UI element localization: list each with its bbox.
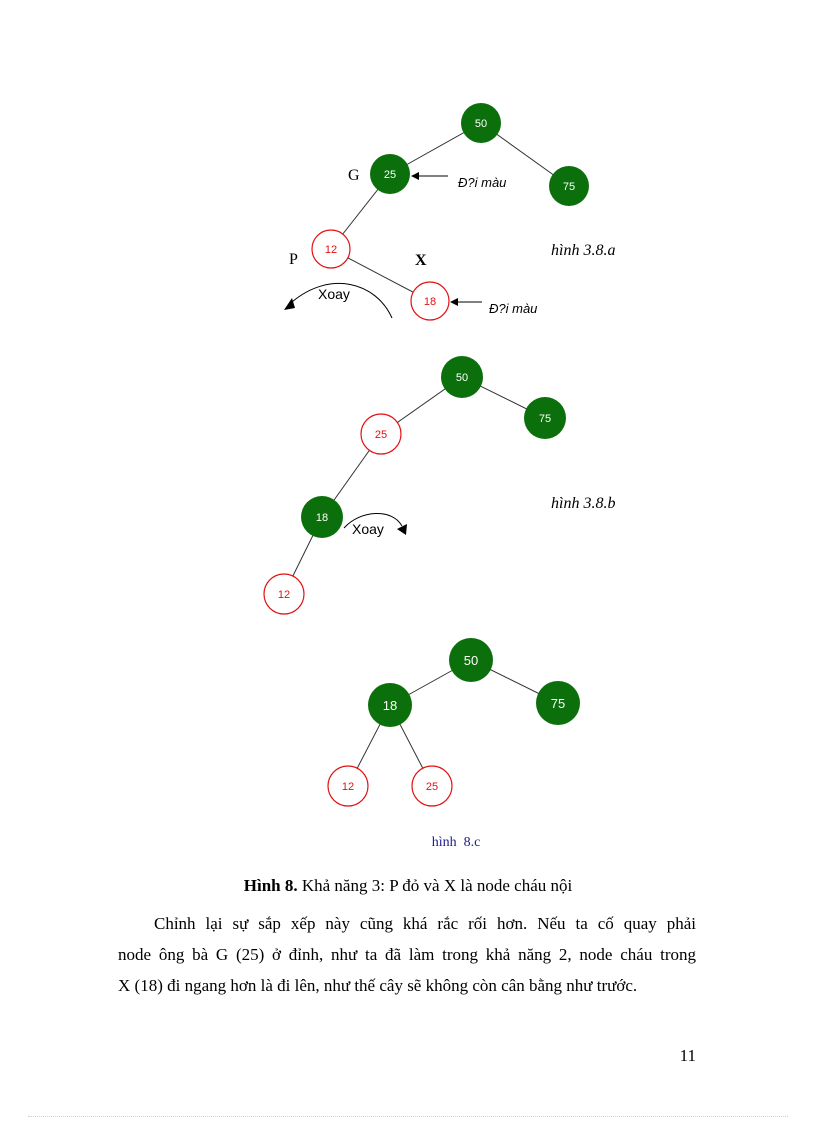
rotate-label-b: Xoay: [352, 521, 384, 537]
node-50: [461, 103, 501, 143]
svg-text:50: 50: [455, 372, 469, 384]
svg-text:25: 25: [425, 781, 439, 793]
caption-figure-3-8-a: hình 3.8.a: [551, 242, 616, 259]
label-g: G: [348, 167, 360, 184]
figure-caption-text: Khả năng 3: P đỏ và X là node cháu nội: [297, 876, 573, 895]
recolor-note-1: Đ?i màu: [458, 175, 507, 190]
svg-text:18: 18: [315, 512, 329, 524]
svg-text:18: 18: [423, 296, 437, 308]
node-18: [301, 496, 343, 538]
node-18: [368, 683, 412, 727]
svg-text:12: 12: [277, 589, 291, 601]
label-p: P: [289, 251, 298, 268]
figure-caption: [0, 876, 816, 896]
node-12: [312, 230, 350, 268]
node-18: [411, 282, 449, 320]
svg-text:18: 18: [382, 698, 398, 713]
figure-caption-bold: Hình 8.: [243, 876, 298, 895]
node-12: [264, 574, 304, 614]
body-paragraph: [118, 908, 696, 1001]
node-25: [361, 414, 401, 454]
svg-text:25: 25: [374, 429, 388, 441]
svg-text:75: 75: [538, 413, 552, 425]
svg-text:75: 75: [562, 181, 576, 193]
figure-3-8-a: [284, 103, 615, 320]
rotate-label-a: Xoay: [318, 286, 350, 302]
page-number: 11: [679, 1046, 696, 1065]
svg-text:25: 25: [383, 169, 397, 181]
paragraph-line: Chỉnh lại sự sắp xếp này cũng khá rắc rối hơn. Nếu ta cố quay phải: [154, 914, 696, 933]
caption-figure-3-8-b: hình 3.8.b: [551, 495, 616, 512]
paragraph-line: node ông bà G (25) ở đỉnh, như ta đã làm trong khả năng 2, node cháu trong: [118, 945, 696, 964]
node-50: [441, 356, 483, 398]
footer-divider: [28, 1116, 788, 1117]
node-75: [524, 397, 566, 439]
figure-3-8-b: [264, 356, 615, 614]
svg-text:50: 50: [463, 653, 479, 668]
node-75: [549, 166, 589, 206]
svg-text:75: 75: [550, 696, 566, 711]
node-25: [412, 766, 452, 806]
node-12: [328, 766, 368, 806]
rotate-arrowhead-icon: [284, 298, 295, 310]
svg-text:50: 50: [474, 118, 488, 130]
recolor-note-2: Đ?i màu: [489, 301, 538, 316]
label-x: X: [415, 252, 427, 269]
svg-text:12: 12: [324, 244, 338, 256]
node-50: [449, 638, 493, 682]
node-75: [536, 681, 580, 725]
svg-text:12: 12: [341, 781, 355, 793]
figure-8-c: [328, 638, 580, 850]
caption-figure-8-c: hình 8.c: [431, 835, 481, 850]
node-25: [370, 154, 410, 194]
paragraph-line: X (18) đi ngang hơn là đi lên, như thế cây sẽ không còn cân bằng như trước.: [118, 976, 638, 995]
